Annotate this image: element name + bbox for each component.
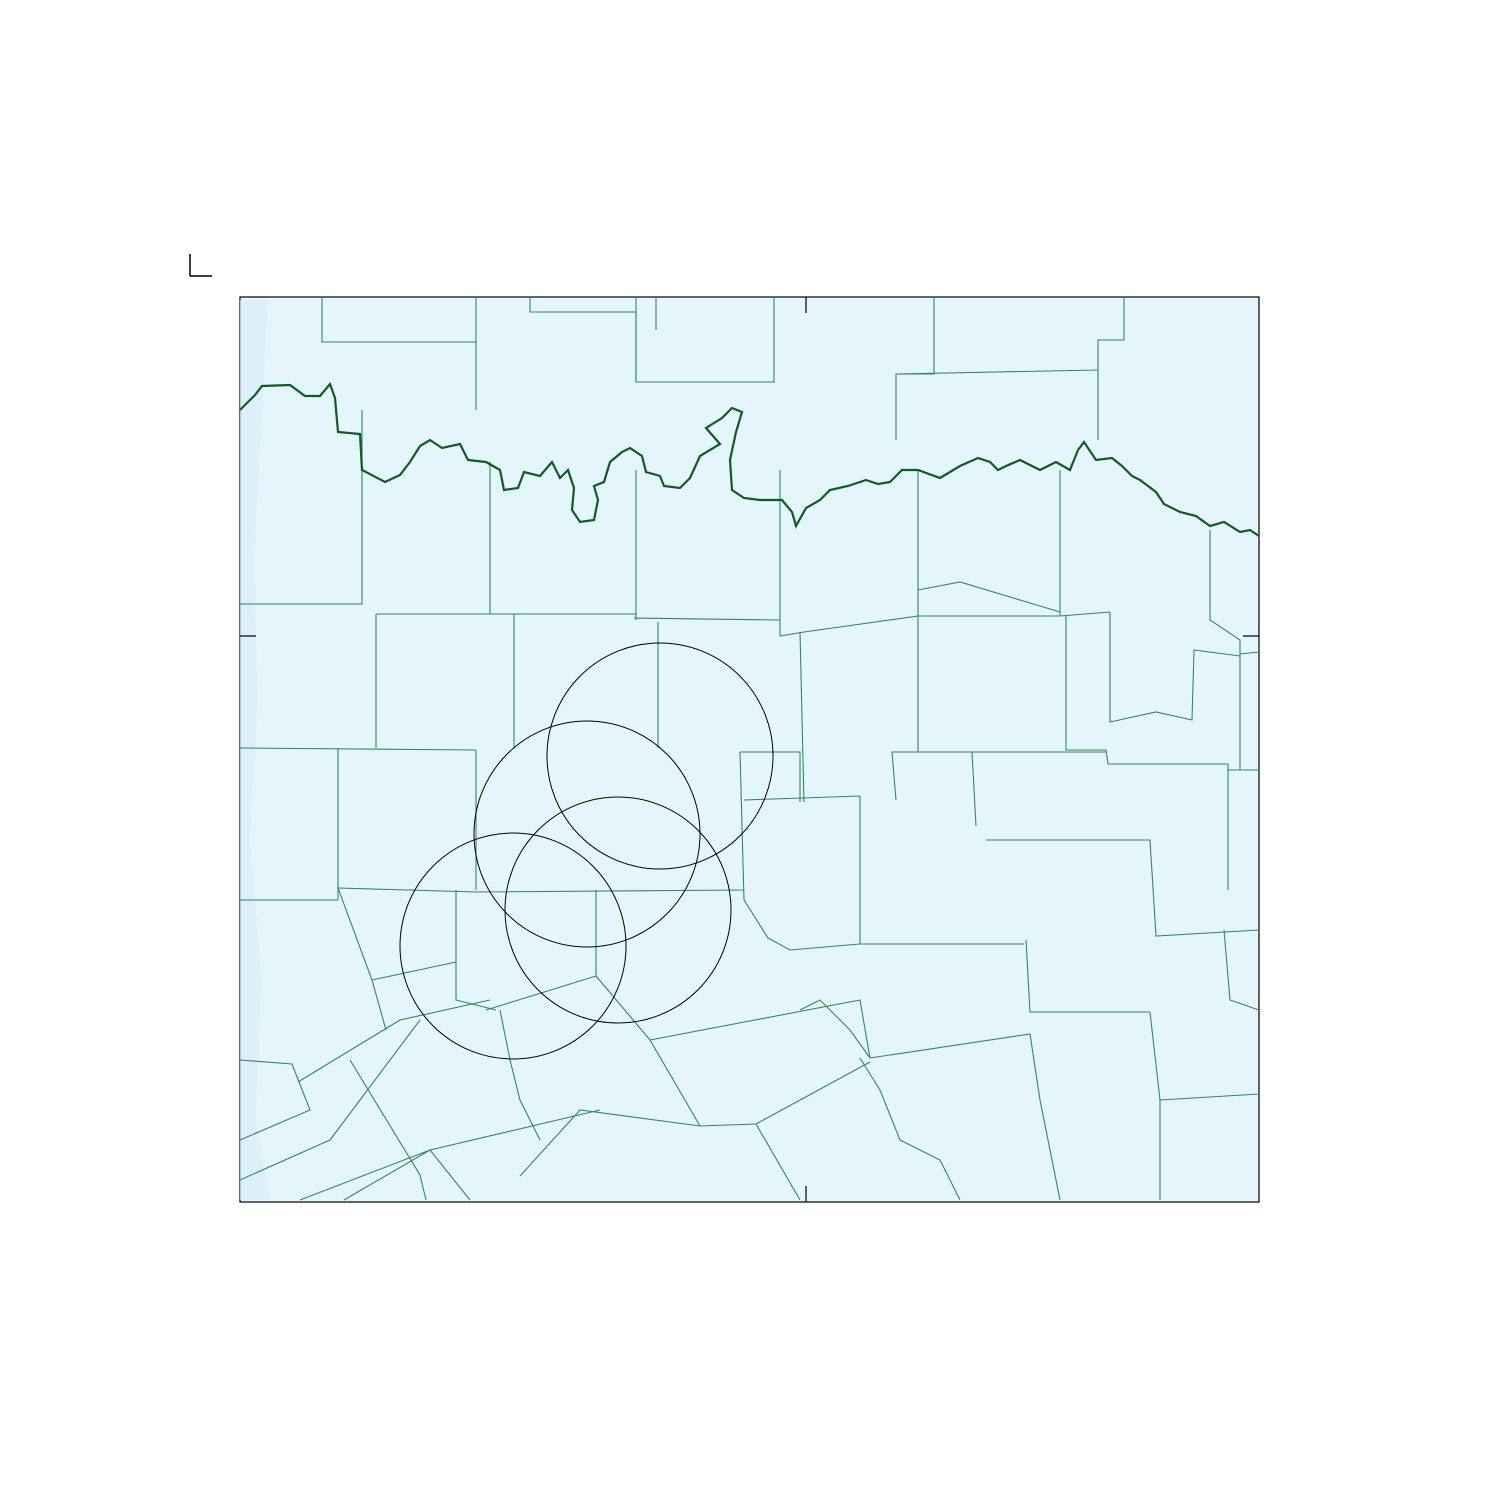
reference-vector-icon bbox=[190, 254, 212, 276]
